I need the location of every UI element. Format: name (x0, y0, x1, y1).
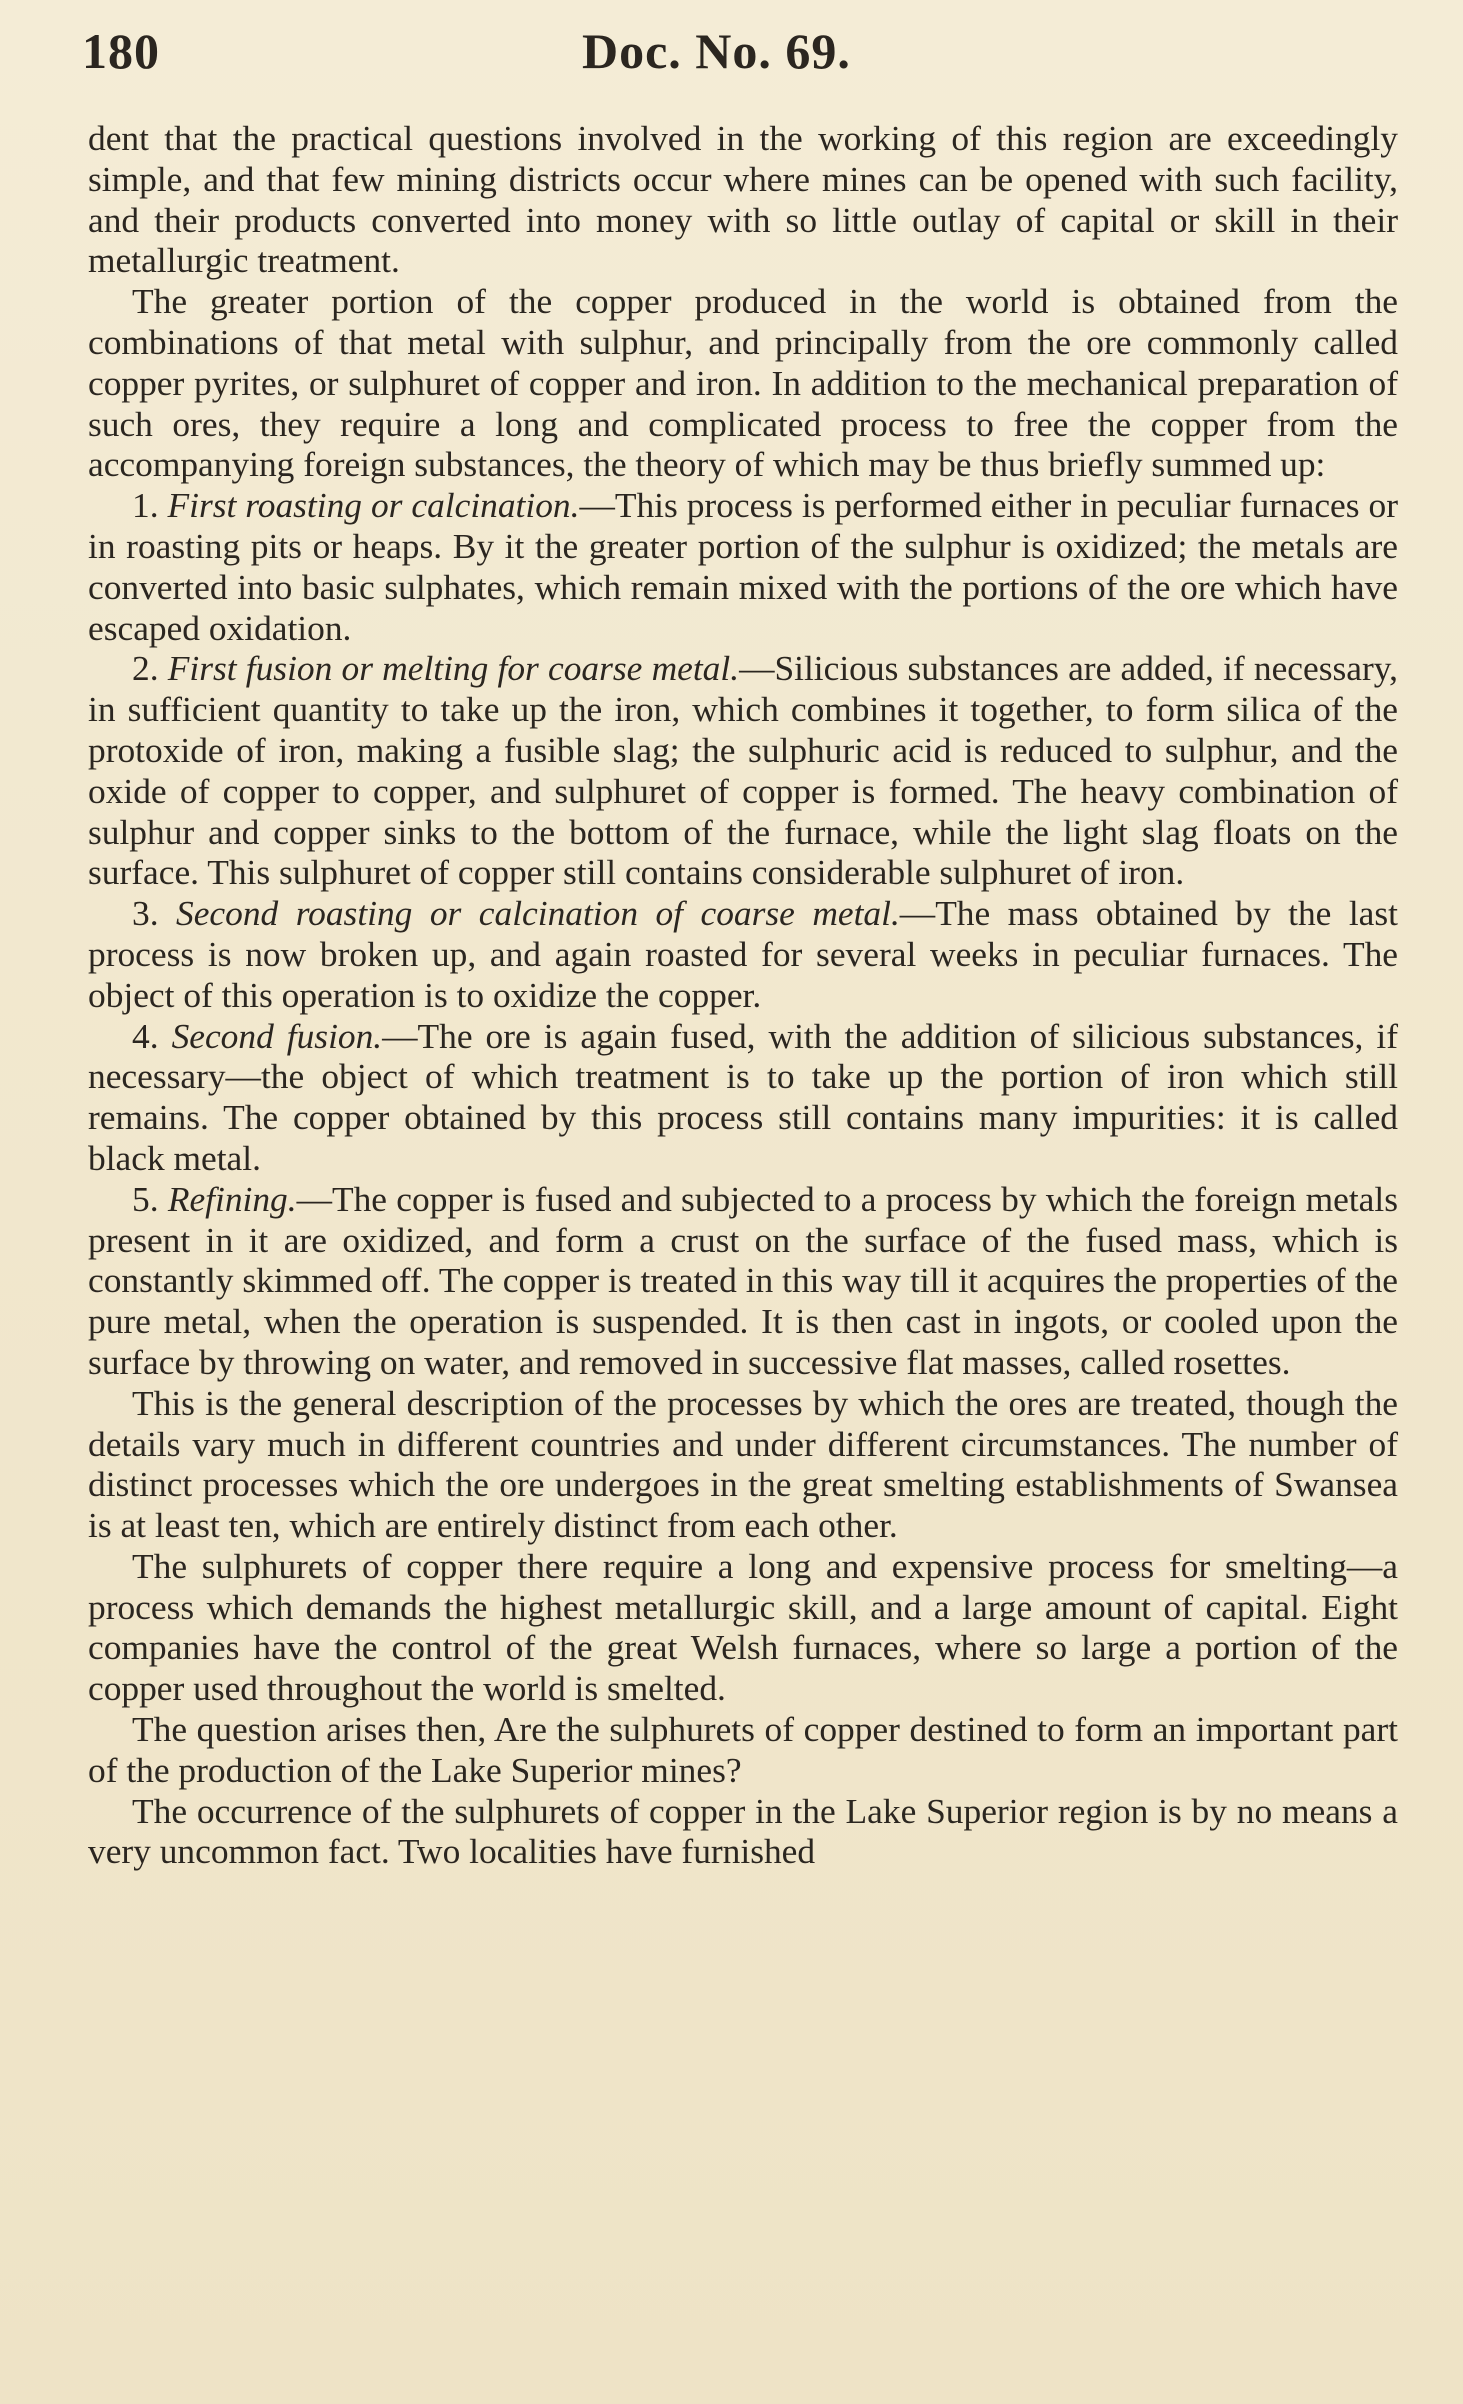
step-heading: First roasting or calcination. (167, 485, 580, 526)
paragraph-text: —The copper is fused and subjected to a process by which the foreign metals present in it are oxidized, and form a crust on the surface of the fused mass, which is constantly skimmed off. The copper is treated in this way till it acquires the properties of the pure metal, when the operation is suspended. It is then cast in ingots, or cooled upon the surface by throwing on water, and removed in successive flat masses, called rosettes. (88, 1178, 1398, 1382)
paragraph-text: The sulphurets of copper there require a long and expensive process for smelting—a process which demands the highest metallurgic skill, and a large amount of capital. Eight companies have the control of the great Welsh furnaces, where so large a portion of the copper used throughout the world is smelted. (88, 1545, 1398, 1709)
paragraph (88, 1546, 1398, 1709)
paragraph-text: The question arises then, Are the sulphurets of copper destined to form an important part of the production of the Lake Superior mines? (88, 1709, 1398, 1790)
paragraph-text: —This process is performed either in peculiar furnaces or in roasting pits or heaps. By it the greater portion of the sulphur is oxidized; the metals are converted into basic sulphates, which remain mixed with the portions of the ore which have escaped oxidation. (88, 485, 1398, 648)
paragraph-text: The occurrence of the sulphurets of copper in the Lake Superior region is by no means a very uncommon fact. Two localities have furnished (88, 1790, 1398, 1872)
step-number: 1. (132, 485, 159, 526)
running-head: Doc. No. 69. (582, 23, 851, 79)
step-heading: Second roasting or calcination of coarse metal. (176, 893, 900, 934)
paragraph-text: —The mass obtained by the last process is now broken up, and again roasted for several weeks in peculiar furnaces. The object of this operation is to oxidize the copper. (88, 893, 1398, 1015)
paragraph-text: The greater portion of the copper produced in the world is obtained from the combinations of that metal with sulphur, and principally from the ore commonly called copper pyrites, or sulphuret of copper and iron. In addition to the mechanical preparation of such ores, they require a long and complicated process to free the copper from the accompanying foreign substances, the theory of which may be thus briefly summed up: (88, 281, 1398, 485)
body-text (88, 118, 1398, 1872)
step-heading: Second fusion. (171, 1015, 383, 1056)
step-heading: Refining. (167, 1178, 297, 1219)
step-heading: First fusion or melting for coarse metal. (167, 648, 740, 689)
paragraph (88, 1383, 1398, 1546)
paragraph (88, 281, 1398, 485)
paragraph-text: —Silicious substances are added, if necessary, in sufficient quantity to take up the iron, which combines it together, to form silica of the protoxide of iron, making a fusible slag; the sulphuric acid is reduced to sulphur, and the oxide of copper to copper, and sulphuret of copper is formed. The heavy combination of sulphur and copper sinks to the bottom of the furnace, while the light slag floats on the surface. This sulphuret of copper still contains considerable sulphuret of iron. (88, 648, 1398, 893)
paragraph (88, 1791, 1398, 1873)
paragraph-text: This is the general description of the processes by which the ores are treated, though the details vary much in different countries and under different circumstances. The number of distinct processes which the ore undergoes in the great smelting establishments of Swansea is at least ten, which are entirely distinct from each other. (88, 1382, 1398, 1546)
process-step-paragraph (88, 648, 1398, 893)
process-step-paragraph (88, 485, 1398, 648)
page-header (82, 22, 1382, 92)
paragraph-text: —The ore is again fused, with the addition of silicious substances, if necessary—the object of which treatment is to take up the portion of iron which still remains. The copper obtained by this process still contains many impurities: it is called black metal. (88, 1015, 1398, 1178)
paragraph-text: dent that the practical questions involved in the working of this region are exceedingly simple, and that few mining districts occur where mines can be opened with such facility, and their products converted into money with so little outlay of capital or skill in their metallurgic treatment. (88, 118, 1398, 281)
page-number: 180 (82, 23, 160, 79)
process-step-paragraph (88, 893, 1398, 1015)
paragraph (88, 1709, 1398, 1791)
process-step-paragraph (88, 1179, 1398, 1383)
process-step-paragraph (88, 1016, 1398, 1179)
step-number: 5. (132, 1178, 159, 1219)
step-number: 2. (132, 648, 159, 689)
step-number: 3. (132, 893, 159, 934)
paragraph (88, 118, 1398, 281)
step-number: 4. (132, 1015, 159, 1056)
